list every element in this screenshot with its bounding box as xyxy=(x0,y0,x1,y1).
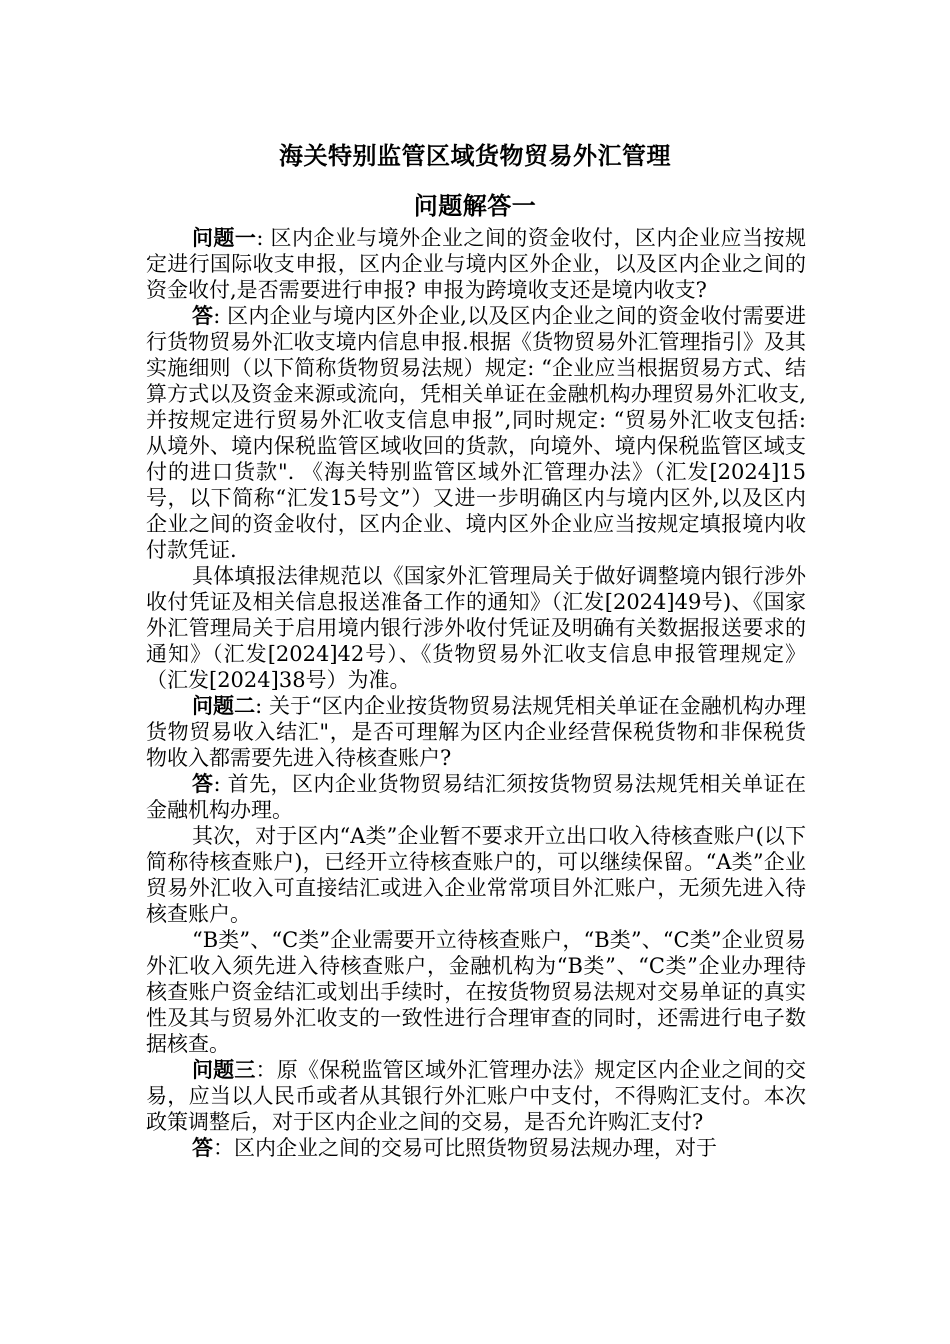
paragraph-question-2 xyxy=(146,693,806,771)
answer-label: 答 xyxy=(192,304,214,328)
paragraph-text: : 首先，区内企业货物贸易结汇须按货物贸易法规凭相关单证在金融机构办理。 xyxy=(146,772,806,822)
paragraph-text: : 关于“区内企业按货物贸易法规凭相关单证在金融机构办理货物贸易收入结汇"，是否可理解为区内企业经营保税货物和非保税货物收入都需要先进入待核查账户? xyxy=(146,694,807,770)
paragraph-text: 具体填报法律规范以《国家外汇管理局关于做好调整境内银行涉外收付凭证及相关信息报送准备工作的通知》（汇发[2024]49号)、《国家外汇管理局关于启用境内银行涉外收付凭证及明确有关数据报送要求的通知》（汇发[2024]42号）、《货物贸易外汇收支信息申报管理规定》（汇发[2024]38号）为准。 xyxy=(146,564,806,692)
paragraph-question-1 xyxy=(146,225,806,303)
document-body xyxy=(146,225,806,1161)
paragraph-answer-1 xyxy=(146,303,806,563)
document-subtitle: 问题解答一 xyxy=(413,192,537,220)
answer-label: 答 xyxy=(192,1136,213,1160)
paragraph-body xyxy=(146,563,806,693)
paragraph-body xyxy=(146,823,806,927)
paragraph-answer-3 xyxy=(146,1135,806,1161)
paragraph-text: : 区内企业与境内区外企业,以及区内企业之间的资金收付需要进行货物贸易外汇收支境内信息申报.根据《货物贸易外汇管理指引》及其实施细则（以下简称货物贸易法规）规定: “企业应当根据贸易方式、结算方式以及资金来源或流向，凭相关单证在金融机构办理贸易外汇收支,并按规定进行贸易外汇收支信息申报”,同时规定: “贸易外汇收支包括: 从境外、境内保税监管区域收回的货款，向境外、境内保税监管区域支付的进口货款". 《海关特别监管区域外汇管理办法》（汇发[2024]15号，以下简称“汇发15号文”）又进一步明确区内与境内区外,以及区内企业之间的资金收付，区内企业、境内区外企业应当按规定填报境内收付款凭证. xyxy=(146,304,806,562)
paragraph-question-3 xyxy=(146,1057,806,1135)
question-label: 问题一 xyxy=(192,226,257,250)
answer-label: 答 xyxy=(192,772,214,796)
paragraph-text: ：区内企业之间的交易可比照货物贸易法规办理，对于 xyxy=(213,1136,717,1160)
paragraph-text: “B类”、“C类”企业需要开立待核查账户，“B类”、“C类”企业贸易外汇收入须先进入待核查账户，金融机构为“B类”、“C类”企业办理待核查账户资金结汇或划出手续时，在按货物贸易法规对交易单证的真实性及其与贸易外汇收支的一致性进行合理审查的同时，还需进行电子数据核查。 xyxy=(146,928,806,1056)
paragraph-body xyxy=(146,927,806,1057)
paragraph-answer-2 xyxy=(146,771,806,823)
question-label: 问题二 xyxy=(192,694,256,718)
question-label: 问题三 xyxy=(192,1058,256,1082)
document-title: 海关特别监管区域货物贸易外汇管理 xyxy=(279,142,671,170)
paragraph-text: ：原《保税监管区域外汇管理办法》规定区内企业之间的交易，应当以人民币或者从其银行外汇账户中支付，不得购汇支付。本次政策调整后，对于区内企业之间的交易，是否允许购汇支付? xyxy=(146,1058,807,1134)
paragraph-text: : 区内企业与境外企业之间的资金收付，区内企业应当按规定进行国际收支申报，区内企业与境内区外企业，以及区内企业之间的资金收付,是否需要进行申报? 申报为跨境收支还是境内收支? xyxy=(146,226,806,302)
paragraph-text: 其次，对于区内“A类”企业暂不要求开立出口收入待核查账户(以下简称待核查账户)，已经开立待核查账户的，可以继续保留。“A类”企业贸易外汇收入可直接结汇或进入企业常常项目外汇账户，无须先进入待核查账户。 xyxy=(146,824,806,926)
